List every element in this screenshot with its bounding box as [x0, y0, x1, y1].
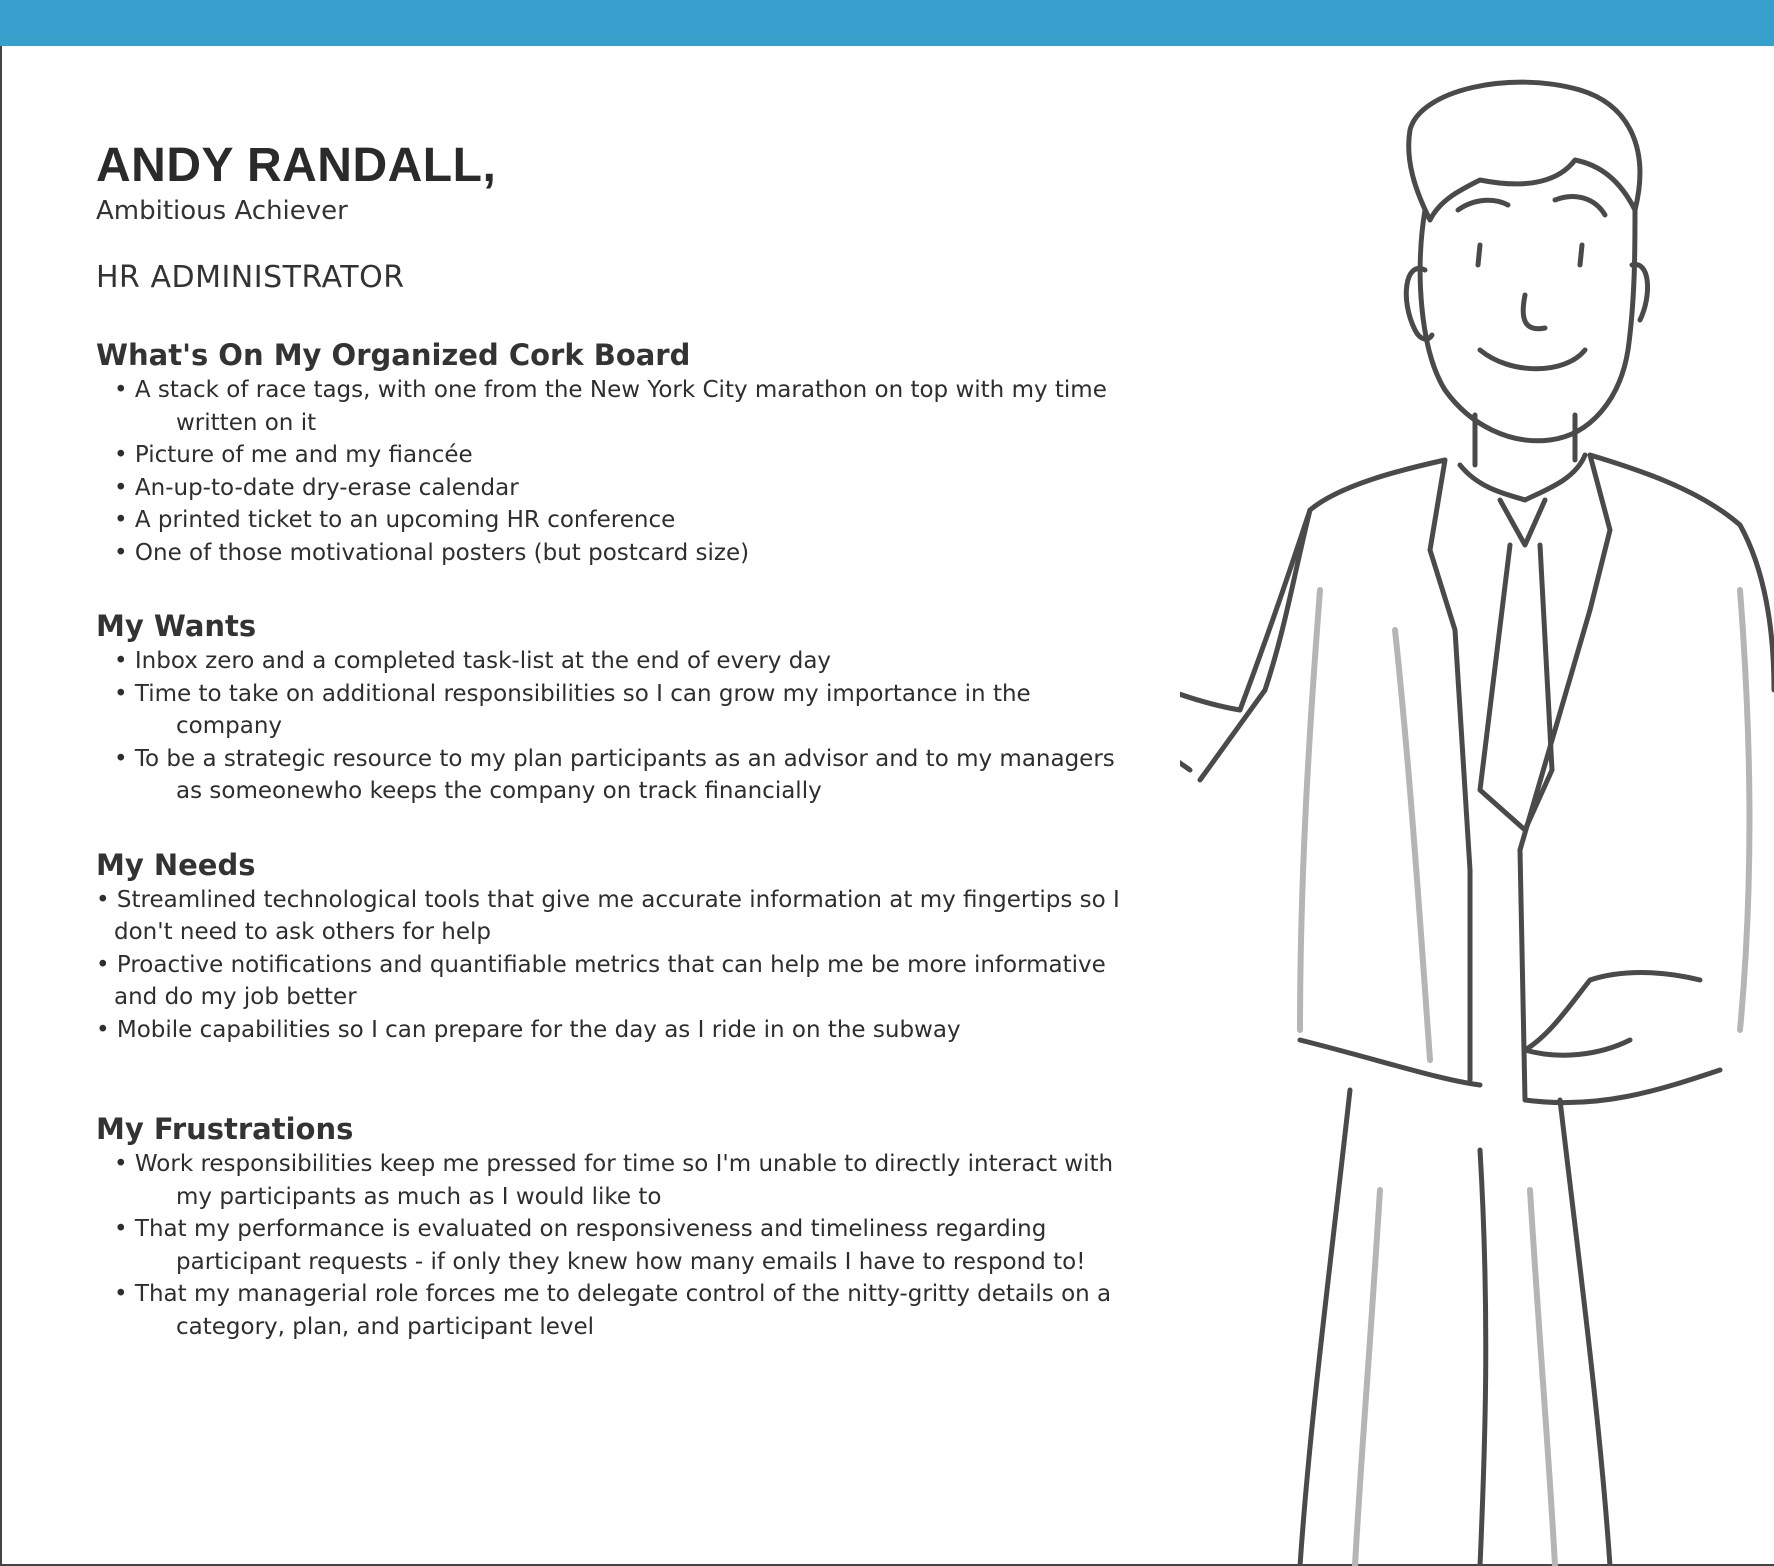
left-eyebrow: [1458, 200, 1508, 210]
inner-leg: [1480, 1150, 1486, 1566]
list-item: • Time to take on additional responsibilities so I can grow my importance in the company: [114, 680, 1031, 739]
list-item: • That my managerial role forces me to delegate control of the nitty-gritty details on a category, plan, and participant level: [114, 1281, 1112, 1340]
list-item: • An-up-to-date dry-erase calendar: [114, 474, 519, 501]
raised-hand: [1180, 575, 1190, 770]
frustrations-list: [96, 1148, 1136, 1343]
leg-shading: [1355, 1190, 1555, 1566]
list-item: • Picture of me and my fiancée: [114, 442, 473, 468]
list-item: • Proactive notifications and quantifiable metrics that can help me be more informative and do my job better: [96, 951, 1106, 1010]
left-leg: [1300, 1090, 1350, 1566]
collar: [1460, 455, 1585, 500]
wants-section: [96, 607, 1136, 808]
list-item: • To be a strategic resource to my plan participants as an advisor and to my managers as someonewho keeps the company on track financially: [114, 745, 1115, 804]
cork-board-title: What's On My Organized Cork Board: [96, 338, 691, 372]
persona-subtitle: Ambitious Achiever: [96, 196, 348, 226]
list-item: • Mobile capabilities so I can prepare for the day as I ride in on the subway: [96, 1016, 961, 1043]
left-eye: [1478, 245, 1480, 265]
needs-section: [96, 846, 1136, 1047]
header-bar: [0, 0, 1774, 46]
right-leg: [1560, 1100, 1610, 1566]
needs-list: [96, 884, 1136, 1047]
cork-board-section: [96, 336, 1136, 569]
right-eye: [1580, 245, 1582, 265]
list-item: • A stack of race tags, with one from the New York City marathon on top with my time written on it: [114, 377, 1107, 436]
nose: [1523, 295, 1545, 329]
frustrations-section: [96, 1110, 1136, 1343]
hair: [1409, 82, 1640, 220]
right-eyebrow: [1555, 196, 1605, 215]
jacket-hem: [1300, 850, 1720, 1103]
list-item: • A printed ticket to an upcoming HR conference: [114, 507, 676, 533]
list-item: • That my performance is evaluated on responsiveness and timeliness regarding participant requests - if only they knew how many emails I have to respond to!: [114, 1216, 1086, 1275]
wants-title: My Wants: [96, 609, 257, 643]
list-item: • One of those motivational posters (but postcard size): [114, 539, 750, 566]
lower-hand: [1525, 973, 1700, 1056]
jacket-right: [1520, 455, 1774, 850]
frame-left-border: [0, 46, 2, 1566]
list-item: • Streamlined technological tools that give me accurate information at my fingertips so I don't need to ask others for help: [96, 886, 1120, 945]
persona-text: [96, 138, 1136, 1343]
persona-name: ANDY RANDALL,: [96, 139, 497, 192]
list-item: • Inbox zero and a completed task-list at the end of every day: [114, 648, 832, 674]
businessman-illustration: [1180, 70, 1774, 1566]
raised-arm: [1180, 510, 1310, 780]
persona-role: HR ADMINISTRATOR: [96, 260, 405, 295]
list-item: • Work responsibilities keep me pressed for time so I'm unable to directly interact with my participants as much as I would like to: [114, 1151, 1114, 1210]
needs-title: My Needs: [96, 847, 256, 882]
cork-board-list: [96, 374, 1136, 569]
frustrations-title: My Frustrations: [96, 1112, 354, 1146]
wants-list: [96, 645, 1136, 808]
mouth: [1480, 350, 1585, 369]
